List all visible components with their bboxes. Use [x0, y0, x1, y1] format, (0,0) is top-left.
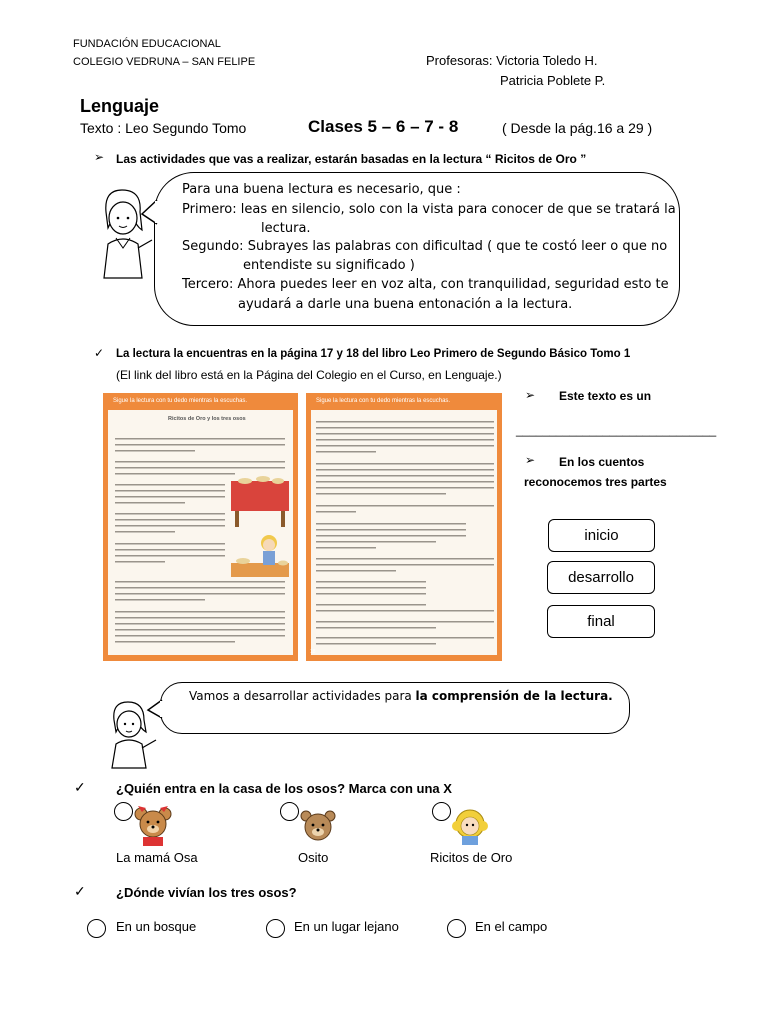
intro-text: Las actividades que vas a realizar, estarán basadas en la lectura “ Ricitos de Oro ”	[116, 152, 587, 166]
question-1-text: ¿Quién entra en la casa de los osos? Marca con una X	[116, 781, 452, 796]
option-label-osito: Osito	[298, 850, 329, 865]
arrow-bullet-icon: ➢	[525, 388, 536, 402]
option-label-lugar-lejano: En un lugar lejano	[294, 919, 399, 934]
book-page-header: Sigue la lectura con tu dedo mientras la escuchas.	[316, 398, 451, 404]
text-type-answer-line[interactable]: ______________________________	[516, 423, 717, 437]
option-circle-osito[interactable]	[280, 802, 299, 821]
pages-range: ( Desde la pág.16 a 29 )	[502, 120, 653, 136]
option-label-ricitos: Ricitos de Oro	[430, 850, 513, 865]
teachers-line-2: Patricia Poblete P.	[500, 73, 606, 88]
arrow-bullet-icon: ➢	[94, 150, 105, 164]
bubble-tail	[140, 198, 160, 228]
checkmark-icon: ✓	[74, 779, 86, 795]
bubble-tail	[146, 698, 166, 722]
checkmark-icon: ✓	[94, 346, 105, 360]
text-label: Texto : Leo Segundo Tomo	[80, 120, 247, 136]
tips-line-2: Primero: leas en silencio, solo con la vista para conocer de que se tratará la	[182, 202, 676, 217]
checkmark-icon: ✓	[74, 883, 86, 899]
teacher-girl-illustration	[86, 182, 158, 282]
question-2-text: ¿Dónde vivían los tres osos?	[116, 885, 297, 900]
option-label-mama-osa: La mamá Osa	[116, 850, 198, 865]
page-number: 18	[310, 649, 316, 655]
option-circle-lugar-lejano[interactable]	[266, 919, 285, 938]
option-circle-campo[interactable]	[447, 919, 466, 938]
option-circle-bosque[interactable]	[87, 919, 106, 938]
book-ref-line-1: La lectura la encuentras en la página 17 y 18 del libro Leo Primero de Segundo Básico Tomo 1	[116, 348, 631, 360]
story-title: Ricitos de Oro y los tres osos	[168, 416, 246, 422]
book-page-header: Sigue la lectura con tu dedo mientras la escuchas.	[113, 398, 248, 404]
tips-line-1: Para una buena lectura es necesario, que :	[182, 182, 461, 197]
arrow-bullet-icon: ➢	[525, 453, 536, 467]
story-parts-label-1: En los cuentos	[559, 455, 645, 469]
classes-label: Clases 5 – 6 – 7 - 8	[308, 117, 459, 136]
tips-line-5: entendiste su significado )	[243, 258, 415, 273]
part-box-desarrollo: desarrollo	[547, 561, 655, 594]
teachers-line-1: Profesoras: Victoria Toledo H.	[426, 53, 598, 68]
part-box-final: final	[547, 605, 655, 638]
goldilocks-icon	[449, 806, 491, 846]
mama-bear-icon	[132, 804, 174, 846]
little-bear-icon	[298, 808, 338, 846]
option-label-bosque: En un bosque	[116, 919, 197, 934]
tips-line-4: Segundo: Subrayes las palabras con dificultad ( que te costó leer o que no	[182, 239, 668, 254]
option-circle-mama-osa[interactable]	[114, 802, 133, 821]
tips-line-6: Tercero: Ahora puedes leer en voz alta, con tranquilidad, seguridad esto te	[182, 277, 669, 292]
org-name: FUNDACIÓN EDUCACIONAL	[73, 38, 221, 50]
school-name: COLEGIO VEDRUNA – SAN FELIPE	[73, 56, 256, 68]
tips-line-3: lectura.	[261, 221, 311, 236]
text-type-label: Este texto es un	[559, 389, 652, 403]
book-text-lines	[103, 393, 503, 661]
story-parts-label-2: reconocemos tres partes	[524, 475, 667, 489]
part-box-inicio: inicio	[548, 519, 655, 552]
option-label-campo: En el campo	[475, 919, 548, 934]
comprehension-text: Vamos a desarrollar actividades para la comprensión de la lectura.	[189, 689, 613, 703]
tips-line-7: ayudará a darle una buena entonación a la lectura.	[238, 297, 573, 312]
subject-title: Lenguaje	[80, 96, 160, 116]
book-ref-line-2: (El link del libro está en la Página del Colegio en el Curso, en Lenguaje.)	[116, 368, 502, 382]
